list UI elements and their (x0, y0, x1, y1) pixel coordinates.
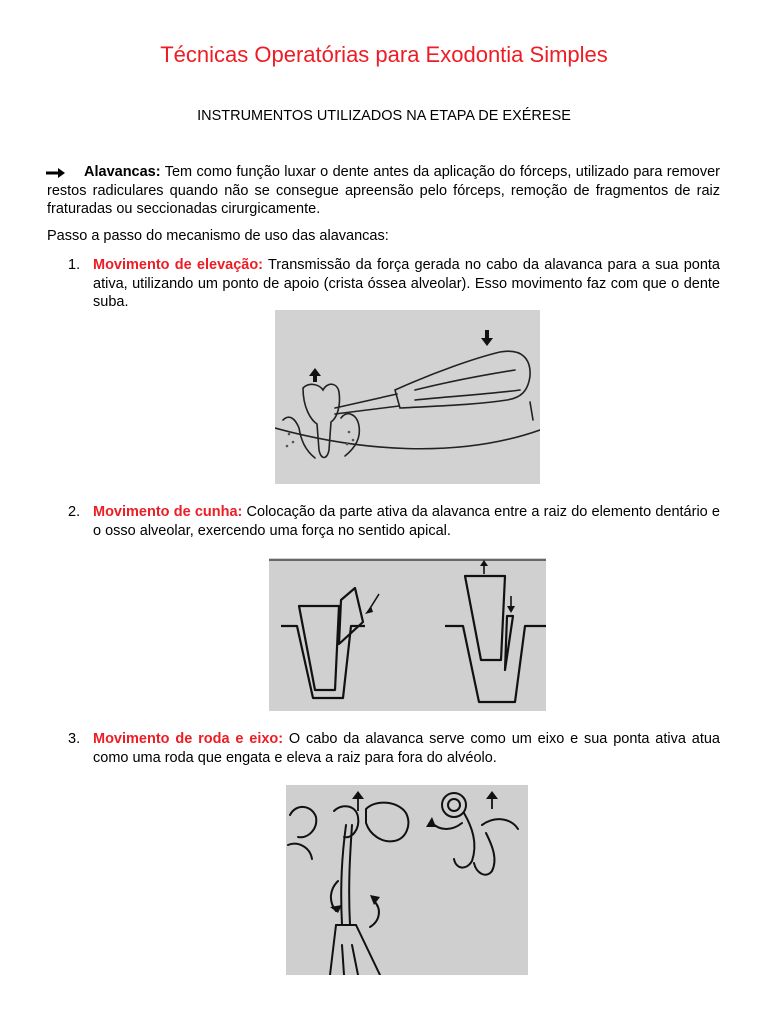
item-label: Movimento de elevação: (93, 257, 264, 273)
wheel-axle-figure (286, 785, 528, 975)
item-text: Transmissão da força gerada no cabo da alavanca para a sua ponta ativa, utilizando um ponto de apoio (crista óssea alveolar). Esso movimento faz com que o dente suba. (93, 257, 720, 310)
item-number: 1. (68, 257, 81, 273)
item-text: O cabo da alavanca serve como um eixo e sua ponta ativa atua como uma roda que engata e eleva a raiz para fora do alvéolo. (93, 731, 720, 766)
item-number: 2. (68, 504, 81, 520)
item-label: Movimento de roda e eixo: (93, 731, 284, 747)
list-item-elevacao (93, 256, 720, 312)
intro-paragraph (47, 163, 720, 219)
steps-heading: Passo a passo do mecanismo de uso das alavancas: (47, 228, 389, 244)
intro-label: Alavancas: (84, 164, 161, 180)
item-text: Colocação da parte ativa da alavanca entre a raiz do elemento dentário e o osso alveolar, exercendo uma força no sentido apical. (93, 504, 720, 539)
list-item-roda-eixo (93, 730, 720, 767)
elevation-figure (275, 310, 540, 484)
list-item-cunha (93, 503, 720, 540)
item-label: Movimento de cunha: (93, 504, 243, 520)
intro-text: Tem como função luxar o dente antes da aplicação do fórceps, utilizado para remover restos radiculares quando não se consegue apreensão pelo fórceps, remoção de fragmentos de raiz fraturadas ou seccionadas cirurgicamente. (47, 164, 720, 217)
item-number: 3. (68, 731, 81, 747)
page-title: Técnicas Operatórias para Exodontia Simples (160, 42, 608, 67)
section-subtitle: INSTRUMENTOS UTILIZADOS NA ETAPA DE EXÉRESE (197, 108, 571, 124)
wedge-figure (269, 558, 546, 711)
